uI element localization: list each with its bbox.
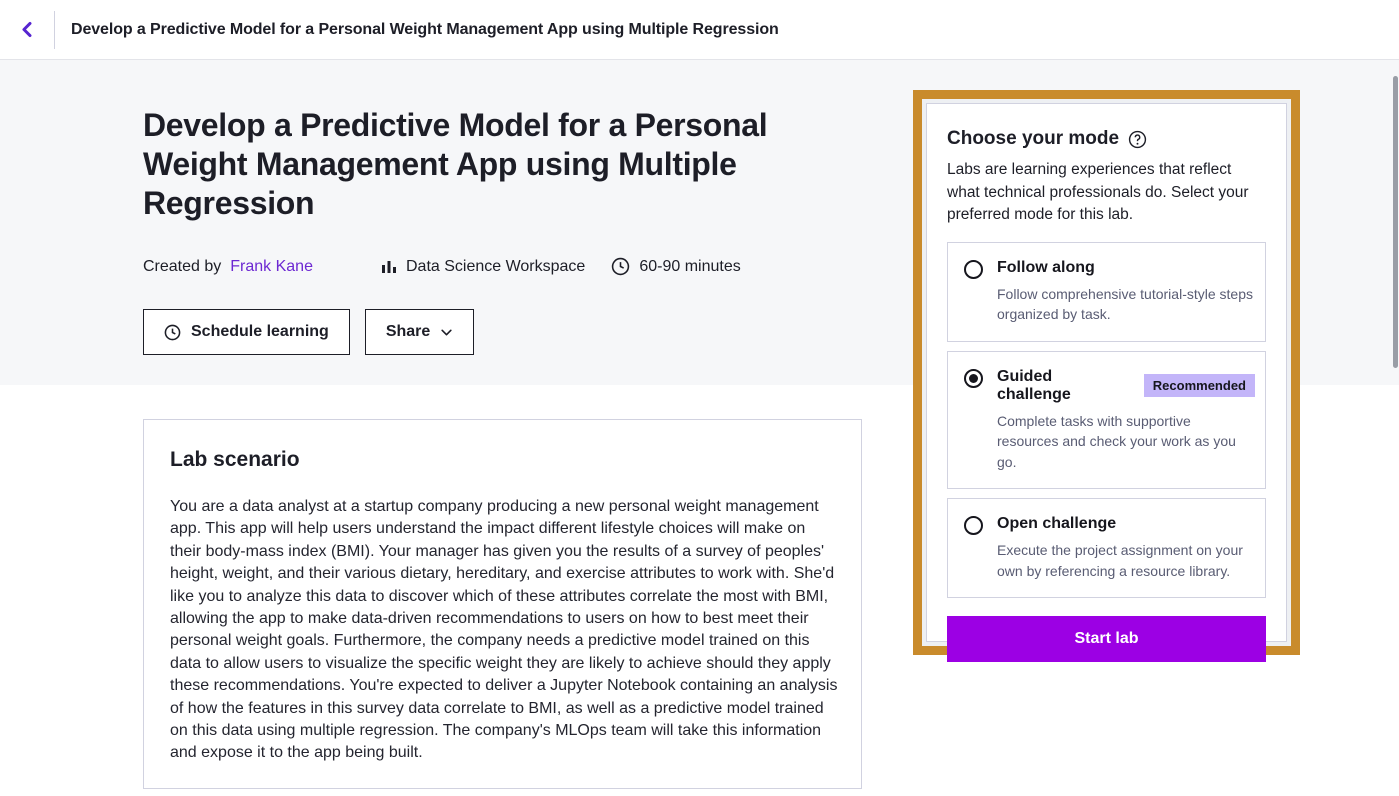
choose-mode-card [926, 103, 1287, 647]
option-guided-challenge[interactable] [947, 351, 1266, 490]
radio-unchecked-icon[interactable] [964, 260, 983, 279]
schedule-learning-button[interactable] [143, 309, 350, 355]
mode-heading-row [947, 128, 1266, 150]
mode-description: Labs are learning experiences that reflect what technical professionals do. Select your preferred mode for this lab. [947, 161, 1249, 223]
option-body [997, 368, 1255, 473]
chevron-down-icon [440, 326, 453, 339]
option-body [997, 259, 1255, 325]
author-link[interactable]: Frank Kane [230, 257, 313, 275]
schedule-learning-label: Schedule learning [191, 323, 329, 340]
clock-icon [611, 257, 630, 276]
option-label: Open challenge [997, 515, 1117, 532]
option-description: Execute the project assignment on your own by referencing a resource library. [997, 542, 1243, 579]
workspace-label: Data Science Workspace [405, 257, 586, 275]
top-bar [0, 0, 1399, 60]
share-label: Share [385, 323, 431, 340]
created-by-label: Created by [143, 257, 222, 275]
top-bar-title: Develop a Predictive Model for a Personal Weight Management App using Multiple Regression [71, 20, 779, 38]
option-body [997, 515, 1255, 581]
created-by [143, 258, 313, 276]
option-label: Follow along [997, 258, 1095, 276]
back-button[interactable] [0, 0, 54, 60]
clock-icon [164, 324, 181, 341]
option-description: Follow comprehensive tutorial-style steps organized by task. [997, 285, 1253, 322]
lab-scenario-body: You are a data analyst at a startup company producing a new personal weight management app. This app will help users understand the impact different lifestyle choices will make on their body-mass index (BMI). Your manager has given you the results of a survey of peoples' height, weight, and their various dietary, hereditary, and exercise attributes to work with. She'd like you to analyze this data to discover which of these attributes correlate the most with BMI, allowing the app to make data-driven recommendations to users on how to best meet their personal weight goals. Furthermore, the company needs a predictive model trained on this data to allow users to visualize the specific weight they are likely to achieve should they apply these recommendations. You're expected to deliver a Jupyter Notebook containing an analysis of how the features in this survey data correlate to BMI, as well as a predictive model trained on this data using multiple regression. The company's MLOps team will take this information and expose it to the app being built. [170, 498, 838, 762]
scrollbar-thumb[interactable] [1393, 76, 1398, 368]
lab-scenario-heading: Lab scenario [170, 448, 300, 471]
radio-checked-icon[interactable] [964, 369, 983, 388]
chevron-left-icon [19, 21, 36, 38]
page-title: Develop a Predictive Model for a Personal Weight Management App using Multiple Regression [143, 107, 768, 221]
start-lab-button[interactable]: Start lab [947, 616, 1266, 662]
bar-chart-icon [381, 259, 397, 275]
recommended-badge: Recommended [1144, 374, 1255, 397]
radio-unchecked-icon[interactable] [964, 516, 983, 535]
top-bar-divider [54, 11, 55, 49]
option-label: Guided challenge [997, 367, 1071, 403]
option-follow-along[interactable] [947, 242, 1266, 342]
workspace-meta [381, 258, 585, 276]
duration-label: 60-90 minutes [639, 257, 741, 275]
duration-meta [611, 257, 740, 276]
option-open-challenge[interactable] [947, 498, 1266, 598]
option-description: Complete tasks with supportive resources and check your work as you go. [997, 412, 1236, 470]
mode-panel-highlight [913, 90, 1300, 655]
lab-scenario-card [143, 419, 862, 789]
share-button[interactable] [365, 309, 474, 355]
help-icon[interactable] [1128, 130, 1147, 149]
mode-options [947, 242, 1266, 599]
mode-heading: Choose your mode [947, 128, 1120, 149]
